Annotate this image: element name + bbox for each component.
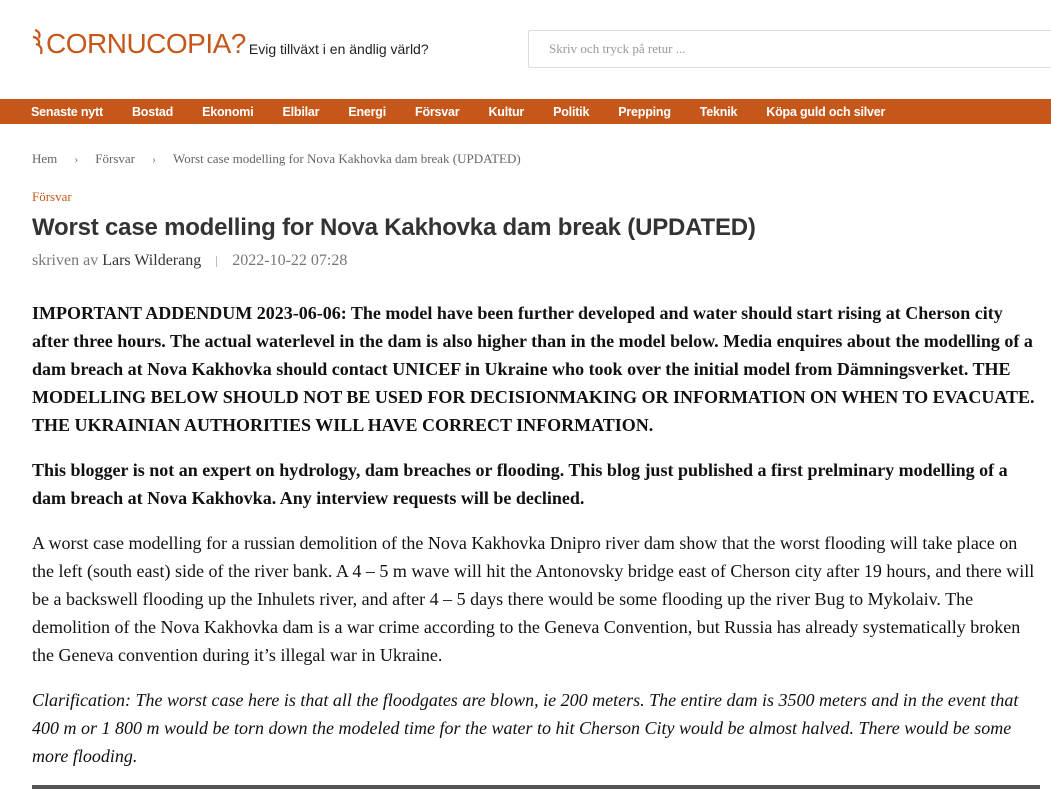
body-paragraph: A worst case modelling for a russian demolition of the Nova Kakhovka Dnipro river dam show that the worst flooding will take place on the left (south east) side of the river bank. A 4 – 5 m wave will hit the Antonovsky bridge east of Cherson city after 19 hours, and there will be a backswell flooding up the Inhulets river, and after 4 – 5 days there would be some flooding up the river Bug to Mykolaiv. The demolition of the Nova Kakhovka dam is a war crime according to the Geneva Convention, but Russia has already systematically broken the Geneva convention during it’s illegal war in Ukraine. xyxy=(32,533,1035,665)
nav-item-ekonomi[interactable]: Ekonomi xyxy=(202,104,254,119)
breadcrumb-section[interactable]: Försvar xyxy=(95,151,135,166)
breadcrumb-separator: › xyxy=(74,151,79,166)
article-image xyxy=(32,785,1040,789)
site-header xyxy=(0,0,1051,99)
nav-item-politik[interactable]: Politik xyxy=(553,104,590,119)
nav-item-kopa-guld[interactable]: Köpa guld och silver xyxy=(766,104,886,119)
clarification-paragraph: Clarification: The worst case here is that all the floodgates are blown, ie 200 meters. The entire dam is 3500 meters and in the event that 400 m or 1 800 m would be torn down the modeled time for the water to hit Cherson City would be almost halved. There would be some more flooding. xyxy=(32,690,1019,766)
meta-divider xyxy=(216,256,217,267)
nav-item-teknik[interactable]: Teknik xyxy=(699,104,738,119)
nav-item-prepping[interactable]: Prepping xyxy=(618,104,671,119)
breadcrumb-separator: › xyxy=(152,151,156,166)
author-link[interactable]: Lars Wilderang xyxy=(102,252,202,269)
search-input[interactable] xyxy=(529,31,1051,67)
breadcrumb xyxy=(32,151,521,167)
article-meta xyxy=(32,252,347,270)
disclaimer-paragraph: This blogger is not an expert on hydrology, dam breaches or flooding. This blog just published a first prelminary modelling of a dam breach at Nova Kakhovka. Any interview requests will be declined. xyxy=(32,460,1008,508)
search-box xyxy=(528,30,1051,68)
article-category-link[interactable]: Försvar xyxy=(32,189,72,204)
nav-item-forsvar[interactable]: Försvar xyxy=(415,104,460,119)
publish-date: 2022-10-22 07:28 xyxy=(232,252,348,269)
site-logo[interactable] xyxy=(32,28,429,58)
main-nav xyxy=(0,99,1051,124)
article-body xyxy=(32,299,1042,787)
nav-item-elbilar[interactable]: Elbilar xyxy=(282,104,320,119)
logo-wordmark: CORNUCOPIA? xyxy=(46,28,246,59)
site-tagline: Evig tillväxt i en ändlig värld? xyxy=(248,41,429,57)
breadcrumb-home[interactable]: Hem xyxy=(32,151,58,166)
byline-prefix: skriven av xyxy=(32,252,99,269)
nav-item-bostad[interactable]: Bostad xyxy=(131,104,174,119)
nav-item-energi[interactable]: Energi xyxy=(348,104,387,119)
breadcrumb-current: Worst case modelling for Nova Kakhovka dam break (UPDATED) xyxy=(173,151,521,166)
nav-item-kultur[interactable]: Kultur xyxy=(488,104,525,119)
nav-item-senaste-nytt[interactable]: Senaste nytt xyxy=(31,104,103,119)
cornucopia-logo-icon xyxy=(32,28,46,58)
addendum-paragraph: IMPORTANT ADDENDUM 2023-06-06: The model have been further developed and water should start rising at Cherson city after three hours. The actual waterlevel in the dam is also higher than in the model below. Media enquires about the modelling of a dam breach at Nova Kakhovka should contact UNICEF in Ukraine who took over the initial model from Dämningsverket. THE MODELLING BELOW SHOULD NOT BE USED FOR DECISIONMAKING OR INFORMATION ON WHEN TO EVACUATE. THE UKRAINIAN AUTHORITIES WILL HAVE CORRECT INFORMATION. xyxy=(32,303,1035,435)
article-title: Worst case modelling for Nova Kakhovka dam break (UPDATED) xyxy=(32,214,756,241)
